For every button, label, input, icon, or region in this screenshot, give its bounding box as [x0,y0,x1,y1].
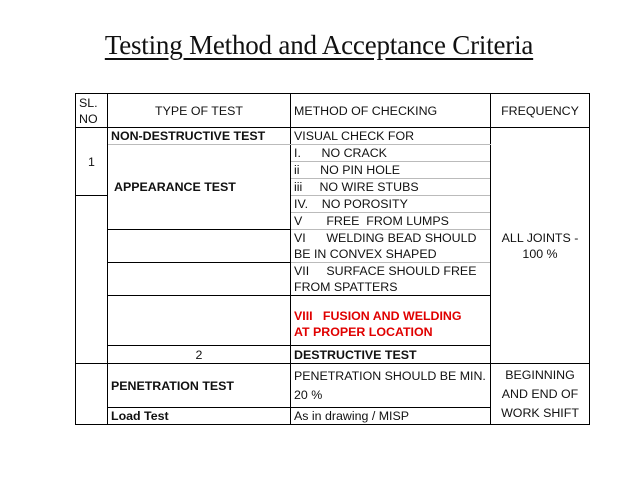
method-line: I. NO CRACK [291,145,491,162]
sl-number-1: 1 [76,128,108,196]
type-empty-cell [108,230,291,263]
load-test: Load Test [108,408,291,425]
header-sl-no: SL. NO [76,94,108,128]
header-frequency: FREQUENCY [491,94,590,128]
method-line: VI WELDING BEAD SHOULD [294,231,477,245]
method-line: VII SURFACE SHOULD FREE [294,264,477,278]
method-line: VISUAL CHECK FOR [291,128,491,145]
method-multiline [291,230,491,263]
method-line: ii NO PIN HOLE [291,162,491,179]
frequency-all-joints: ALL JOINTS - 100 % [491,128,590,364]
header-method: METHOD OF CHECKING [291,94,491,128]
sl-empty-cell [76,364,108,425]
sl-empty-cell [76,196,108,364]
penetration-method: PENETRATION SHOULD BE MIN. 20 % [291,364,491,408]
type-empty-cell [108,263,291,296]
method-line: FROM SPATTERS [294,280,398,294]
method-line: BE IN CONVEX SHAPED [294,247,437,261]
method-line: IV. NO POROSITY [291,196,491,213]
method-line: iii NO WIRE STUBS [291,179,491,196]
frequency-work-shift: BEGINNING AND END OF WORK SHIFT [491,364,590,425]
appearance-test: APPEARANCE TEST [108,145,291,230]
penetration-test: PENETRATION TEST [108,364,291,408]
category-non-destructive: NON-DESTRUCTIVE TEST [108,128,291,145]
load-method: As in drawing / MISP [291,408,491,425]
table-header-row [76,94,590,128]
page-title: Testing Method and Acceptance Criteria [104,30,534,60]
method-line: V FREE FROM LUMPS [291,213,491,230]
type-empty-cell [108,296,291,346]
table-row [76,364,590,408]
method-line-red: VIII FUSION AND WELDING [294,308,462,323]
method-multiline [291,263,491,296]
header-type-of-test: TYPE OF TEST [108,94,291,128]
category-destructive: DESTRUCTIVE TEST [291,346,491,364]
method-highlight [291,296,491,346]
method-line-red: AT PROPER LOCATION [294,324,433,339]
table-row [76,128,590,145]
sl-number-2: 2 [108,346,291,364]
criteria-table [75,93,590,425]
